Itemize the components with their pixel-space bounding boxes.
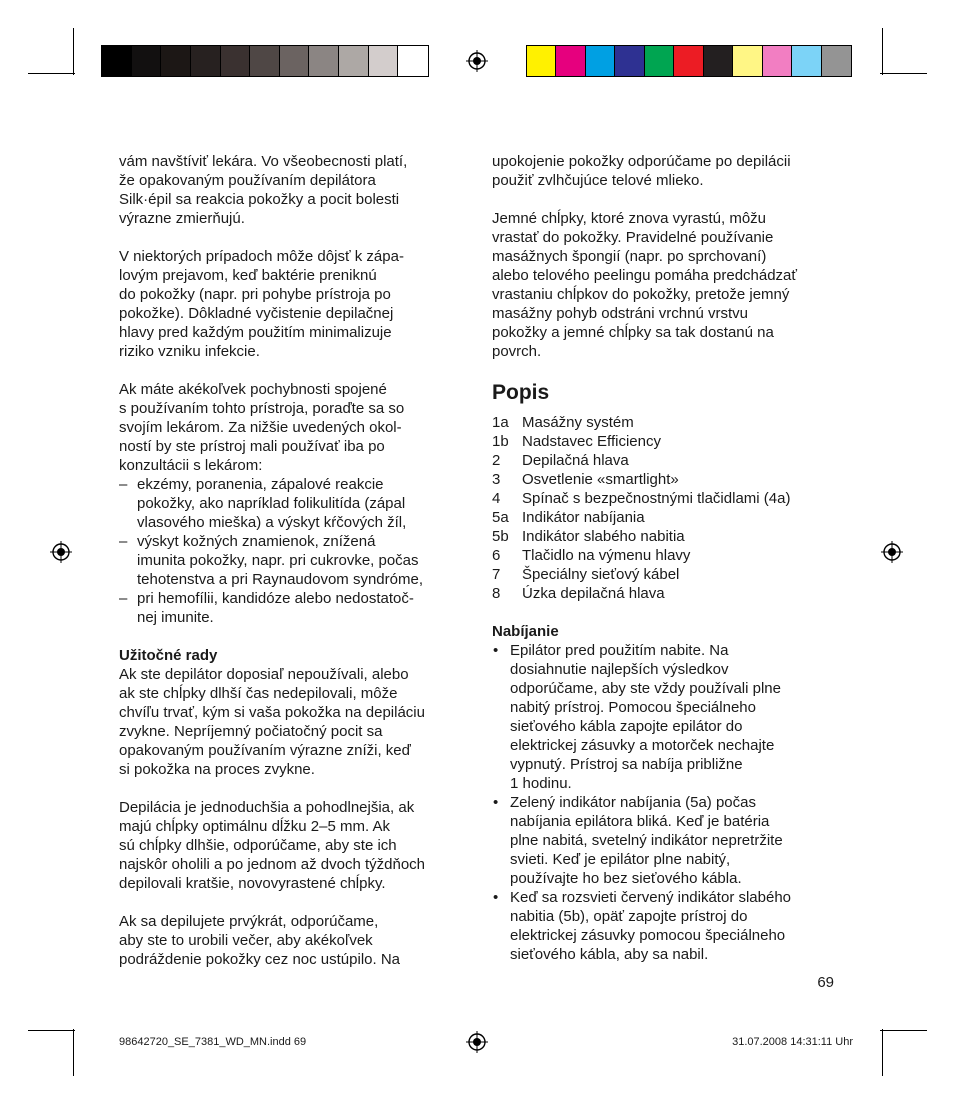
paragraph (492, 152, 842, 190)
text-line: alebo telového peelingu pomáha predchádzať (492, 267, 798, 284)
list-item (492, 888, 842, 964)
text-line: Jemné chĺpky, ktoré znova vyrastú, môžu (492, 210, 766, 227)
text-line: Epilátor pred použitím nabite. Na (510, 642, 729, 659)
text-line: nej imunite. (137, 609, 214, 626)
list-item (492, 793, 842, 888)
process-color-swatch (704, 46, 733, 76)
process-color-swatch (822, 46, 851, 76)
page-number: 69 (817, 974, 834, 991)
text-line: svojím lekárom. Za nižšie uvedených okol- (119, 419, 402, 436)
text-line: podráždenie pokožky cez noc ustúpilo. Na (119, 951, 401, 968)
part-item (492, 413, 842, 432)
text-line: nabíjania epilátora bliká. Keď je batéria (510, 813, 770, 830)
paragraph (119, 152, 469, 228)
text-line: do pokožky (napr. pri pohybe prístroja po (119, 286, 391, 303)
part-item (492, 584, 842, 603)
right-column (492, 152, 842, 964)
process-color-swatch (527, 46, 556, 76)
text-line: pokožke). Dôkladné vyčistenie depilačnej (119, 305, 394, 322)
process-color-swatch (674, 46, 703, 76)
text-line: hlavy pred každým použitím minimalizuje (119, 324, 392, 341)
part-label: Indikátor nabíjania (522, 509, 645, 526)
part-number: 1a (492, 414, 509, 431)
part-number: 6 (492, 547, 501, 564)
text-line: aby ste to urobili večer, aby akékoľvek (119, 932, 373, 949)
text-line: tehotenstva a pri Raynaudovom syndróme, (137, 571, 423, 588)
text-line: pokožky, ako napríklad folikulitída (zápal (137, 495, 406, 512)
text-line: upokojenie pokožky odporúčame po depilácii (492, 153, 791, 170)
text-line: sú chĺpky dlhšie, odporúčame, aby ste ich (119, 837, 397, 854)
grayscale-swatch (369, 46, 399, 76)
text-line: opakovaným používaním výrazne zníži, keď (119, 742, 411, 759)
list-item (119, 475, 469, 532)
footer-timestamp: 31.07.2008 14:31:11 Uhr (732, 1036, 853, 1048)
text-line: imunita pokožky, napr. pri cukrovke, počas (137, 552, 419, 569)
text-line: použiť zvlhčujúce telové mlieko. (492, 172, 704, 189)
text-line: Ak ste depilátor doposiaľ nepoužívali, alebo (119, 666, 409, 683)
part-number: 7 (492, 566, 501, 583)
text-line: Ak sa depilujete prvýkrát, odporúčame, (119, 913, 379, 930)
process-color-swatch (556, 46, 585, 76)
text-line: riziko vzniku infekcie. (119, 343, 260, 360)
text-line: najskôr oholili a po jednom až dvoch týždňoch (119, 856, 426, 873)
text-line: 1 hodinu. (510, 775, 572, 792)
text-line: V niektorých prípadoch môže dôjsť k zápa- (119, 248, 404, 265)
part-item (492, 451, 842, 470)
conditions-list (119, 475, 469, 627)
crop-mark (880, 1030, 927, 1031)
process-color-swatch (645, 46, 674, 76)
grayscale-color-bar (101, 45, 429, 77)
grayscale-swatch (250, 46, 280, 76)
text-line: lovým prejavom, keď baktérie preniknú (119, 267, 377, 284)
part-number: 2 (492, 452, 501, 469)
text-line: ekzémy, poranenia, zápalové reakcie (137, 476, 384, 493)
grayscale-swatch (280, 46, 310, 76)
text-line: chvíľu trvať, kým si vaša pokožka na depiláciu (119, 704, 425, 721)
paragraph (119, 247, 469, 361)
text-line: ností by ste prístroj mali používať iba po (119, 438, 385, 455)
part-label: Masážny systém (522, 414, 634, 431)
crop-mark (880, 73, 927, 74)
description-heading: Popis (492, 381, 550, 404)
text-line: si pokožka na proces zvykne. (119, 761, 315, 778)
grayscale-swatch (309, 46, 339, 76)
text-line: sieťového kábla zapojte epilátor do (510, 718, 743, 735)
text-line: Keď sa rozsvieti červený indikátor slabého (510, 889, 792, 906)
crop-mark (882, 28, 883, 75)
part-item (492, 470, 842, 489)
text-line: elektrickej zásuvky a motorček nechajte (510, 737, 775, 754)
text-line: plne nabitá, svetelný indikátor nepretržite (510, 832, 783, 849)
part-label: Úzka depilačná hlava (522, 585, 665, 602)
registration-mark-icon (466, 1031, 488, 1053)
process-color-swatch (615, 46, 644, 76)
parts-list (492, 413, 842, 603)
process-color-swatch (763, 46, 792, 76)
text-line: Ak máte akékoľvek pochybnosti spojené (119, 381, 387, 398)
part-label: Indikátor slabého nabitia (522, 528, 685, 545)
grayscale-swatch (221, 46, 251, 76)
paragraph (492, 209, 842, 361)
charging-list (492, 641, 842, 964)
text-line: vlasového mieška) a výskyt kŕčových žíl, (137, 514, 407, 531)
text-line: povrch. (492, 343, 542, 360)
text-line: Silk·épil sa reakcia pokožky a pocit bolesti (119, 191, 400, 208)
text-line: vypnutý. Prístroj sa nabíja približne (510, 756, 743, 773)
text-line: používajte ho bez sieťového kábla. (510, 870, 742, 887)
charging-heading: Nabíjanie (492, 623, 559, 640)
text-line: pri hemofílii, kandidóze alebo nedostatoč- (137, 590, 414, 607)
text-line: depilovali kratšie, novovyrastené chĺpky. (119, 875, 386, 892)
part-label: Špeciálny sieťový kábel (522, 566, 680, 583)
part-item (492, 508, 842, 527)
grayscale-swatch (132, 46, 162, 76)
text-line: vrastať do pokožky. Pravidelné používanie (492, 229, 774, 246)
text-line: vrastaniu chĺpkov do pokožky, pretože jemný (492, 286, 790, 303)
crop-mark (73, 28, 74, 75)
registration-mark-icon (50, 541, 72, 563)
list-item (119, 532, 469, 589)
text-line: odporúčame, aby ste vždy používali plne (510, 680, 781, 697)
text-line: výrazne zmierňujú. (119, 210, 245, 227)
left-column (119, 152, 469, 969)
part-item (492, 565, 842, 584)
part-number: 5b (492, 528, 509, 545)
part-number: 1b (492, 433, 509, 450)
text-line: vám navštíviť lekára. Vo všeobecnosti platí, (119, 153, 408, 170)
crop-mark (73, 1029, 74, 1076)
part-item (492, 527, 842, 546)
crop-mark (28, 1030, 75, 1031)
registration-mark-icon (466, 50, 488, 72)
text-line: nabitý prístroj. Pomocou špeciálneho (510, 699, 756, 716)
list-item (492, 641, 842, 793)
text-line: sieťového kábla, aby sa nabil. (510, 946, 709, 963)
part-number: 3 (492, 471, 501, 488)
text-line: s používaním tohto prístroja, poraďte sa so (119, 400, 405, 417)
part-number: 5a (492, 509, 509, 526)
part-label: Tlačidlo na výmenu hlavy (522, 547, 691, 564)
grayscale-swatch (398, 46, 428, 76)
grayscale-swatch (161, 46, 191, 76)
tips-heading: Užitočné rady (119, 647, 218, 664)
crop-mark (28, 73, 75, 74)
part-label: Osvetlenie «smartlight» (522, 471, 679, 488)
text-line: nabitia (5b), opäť zapojte prístroj do (510, 908, 748, 925)
footer-file-name: 98642720_SE_7381_WD_MN.indd 69 (119, 1036, 307, 1048)
text-line: Zelený indikátor nabíjania (5a) počas (510, 794, 756, 811)
process-color-swatch (586, 46, 615, 76)
text-line: dosiahnutie najlepších výsledkov (510, 661, 729, 678)
paragraph (119, 380, 469, 475)
part-item (492, 489, 842, 508)
process-color-swatch (733, 46, 762, 76)
text-line: konzultácii s lekárom: (119, 457, 263, 474)
text-line: ak ste chĺpky dlhší čas nedepilovali, môže (119, 685, 398, 702)
text-line: elektrickej zásuvky pomocou špeciálneho (510, 927, 786, 944)
paragraph (119, 912, 469, 969)
part-label: Nadstavec Efficiency (522, 433, 661, 450)
process-color-swatch (792, 46, 821, 76)
registration-mark-icon (881, 541, 903, 563)
list-item (119, 589, 469, 627)
part-label: Spínač s bezpečnostnými tlačidlami (4a) (522, 490, 791, 507)
part-item (492, 432, 842, 451)
text-line: Depilácia je jednoduchšia a pohodlnejšia, ak (119, 799, 415, 816)
process-color-bar (526, 45, 852, 77)
part-label: Depilačná hlava (522, 452, 629, 469)
text-line: masážnych špongií (napr. po sprchovaní) (492, 248, 767, 265)
text-line: masážny pohyb odstráni vrchnú vrstvu (492, 305, 748, 322)
grayscale-swatch (102, 46, 132, 76)
text-line: svieti. Keď je epilátor plne nabitý, (510, 851, 731, 868)
grayscale-swatch (191, 46, 221, 76)
text-line: majú chĺpky optimálnu dĺžku 2–5 mm. Ak (119, 818, 390, 835)
paragraph (119, 798, 469, 893)
text-line: zvykne. Nepríjemný počiatočný pocit sa (119, 723, 383, 740)
paragraph (119, 665, 469, 779)
text-line: že opakovaným používaním depilátora (119, 172, 376, 189)
text-line: výskyt kožných znamienok, znížená (137, 533, 376, 550)
grayscale-swatch (339, 46, 369, 76)
part-number: 4 (492, 490, 501, 507)
part-item (492, 546, 842, 565)
part-number: 8 (492, 585, 501, 602)
text-line: pokožky a jemné chĺpky sa tak dostanú na (492, 324, 774, 341)
crop-mark (882, 1029, 883, 1076)
